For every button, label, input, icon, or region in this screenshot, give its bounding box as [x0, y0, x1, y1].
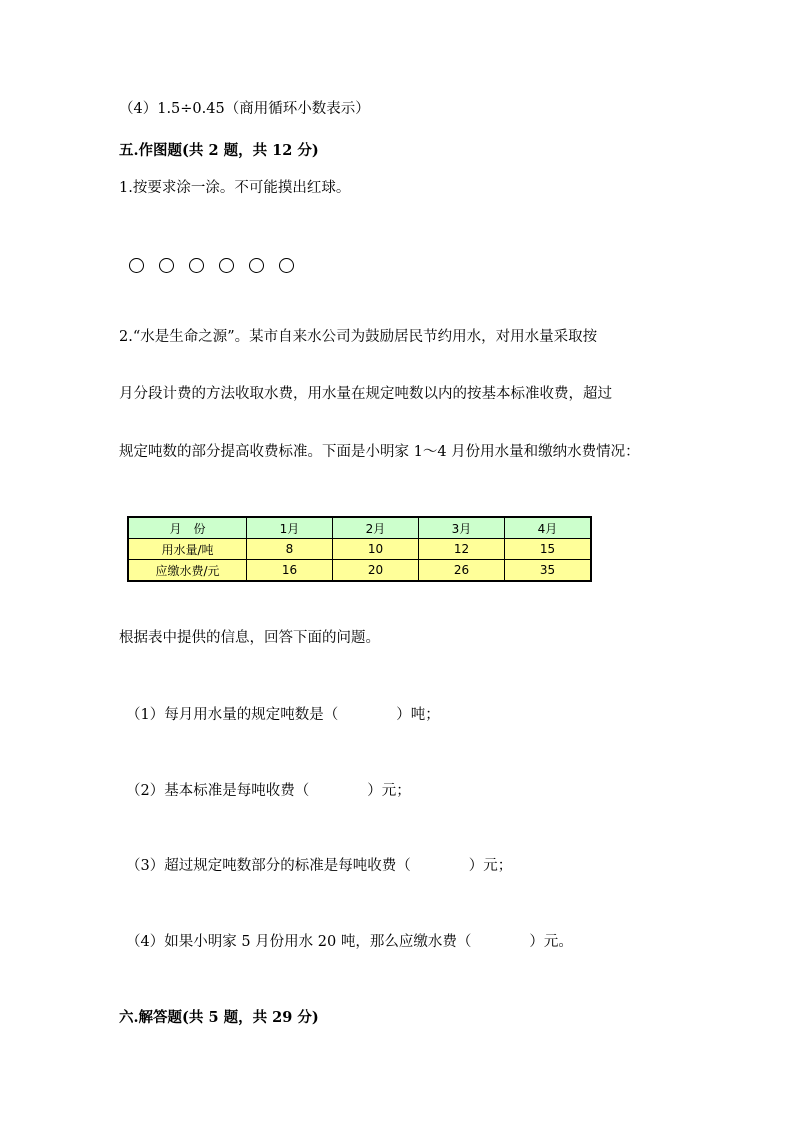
question-2-line-1: 2.“水是生命之源”。某市自来水公司为鼓励居民节约用水，对用水量采取按	[119, 329, 598, 345]
table-cell: 12	[419, 539, 505, 560]
table-header-cell: 2月	[333, 517, 419, 539]
table-cell: 15	[505, 539, 592, 560]
table-row	[128, 539, 591, 560]
subquestion-2: （2）基本标准是每吨收费（ ）元；	[126, 783, 411, 799]
ball-circle[interactable]	[249, 258, 264, 273]
question-2-line-3: 规定吨数的部分提高收费标准。下面是小明家 1～4 月份用水量和缴纳水费情况：	[119, 444, 640, 460]
subquestion-3: （3）超过规定吨数部分的标准是每吨收费（ ）元；	[126, 858, 513, 874]
table-cell: 35	[505, 560, 592, 582]
question-4-division: （4）1.5÷0.45（商用循环小数表示）	[119, 101, 370, 117]
table-cell: 16	[247, 560, 333, 582]
table-header-cell: 3月	[419, 517, 505, 539]
table-cell: 10	[333, 539, 419, 560]
table-cell: 8	[247, 539, 333, 560]
table-cell: 26	[419, 560, 505, 582]
water-usage-table	[127, 516, 592, 582]
table-header-cell: 4月	[505, 517, 592, 539]
section-5-heading: 五.作图题(共 2 题，共 12 分)	[119, 142, 319, 159]
question-1-text: 1.按要求涂一涂。不可能摸出红球。	[119, 180, 351, 196]
section-6-heading: 六.解答题(共 5 题，共 29 分)	[119, 1009, 319, 1026]
table-cell: 20	[333, 560, 419, 582]
ball-circle[interactable]	[279, 258, 294, 273]
ball-circle[interactable]	[159, 258, 174, 273]
ball-circle[interactable]	[189, 258, 204, 273]
ball-circle[interactable]	[129, 258, 144, 273]
circle-row	[129, 258, 294, 273]
table-header-row	[128, 517, 591, 539]
table-header-cell: 月 份	[128, 517, 247, 539]
table-cell: 用水量/吨	[128, 539, 247, 560]
table-header-cell: 1月	[247, 517, 333, 539]
instruction-text: 根据表中提供的信息，回答下面的问题。	[119, 630, 380, 646]
subquestion-1: （1）每月用水量的规定吨数是（ ）吨；	[126, 707, 440, 723]
question-2-line-2: 月分段计费的方法收取水费，用水量在规定吨数以内的按基本标准收费，超过	[119, 386, 612, 402]
table-cell: 应缴水费/元	[128, 560, 247, 582]
table-row	[128, 560, 591, 582]
subquestion-4: （4）如果小明家 5 月份用水 20 吨，那么应缴水费（ ）元。	[126, 934, 573, 950]
ball-circle[interactable]	[219, 258, 234, 273]
